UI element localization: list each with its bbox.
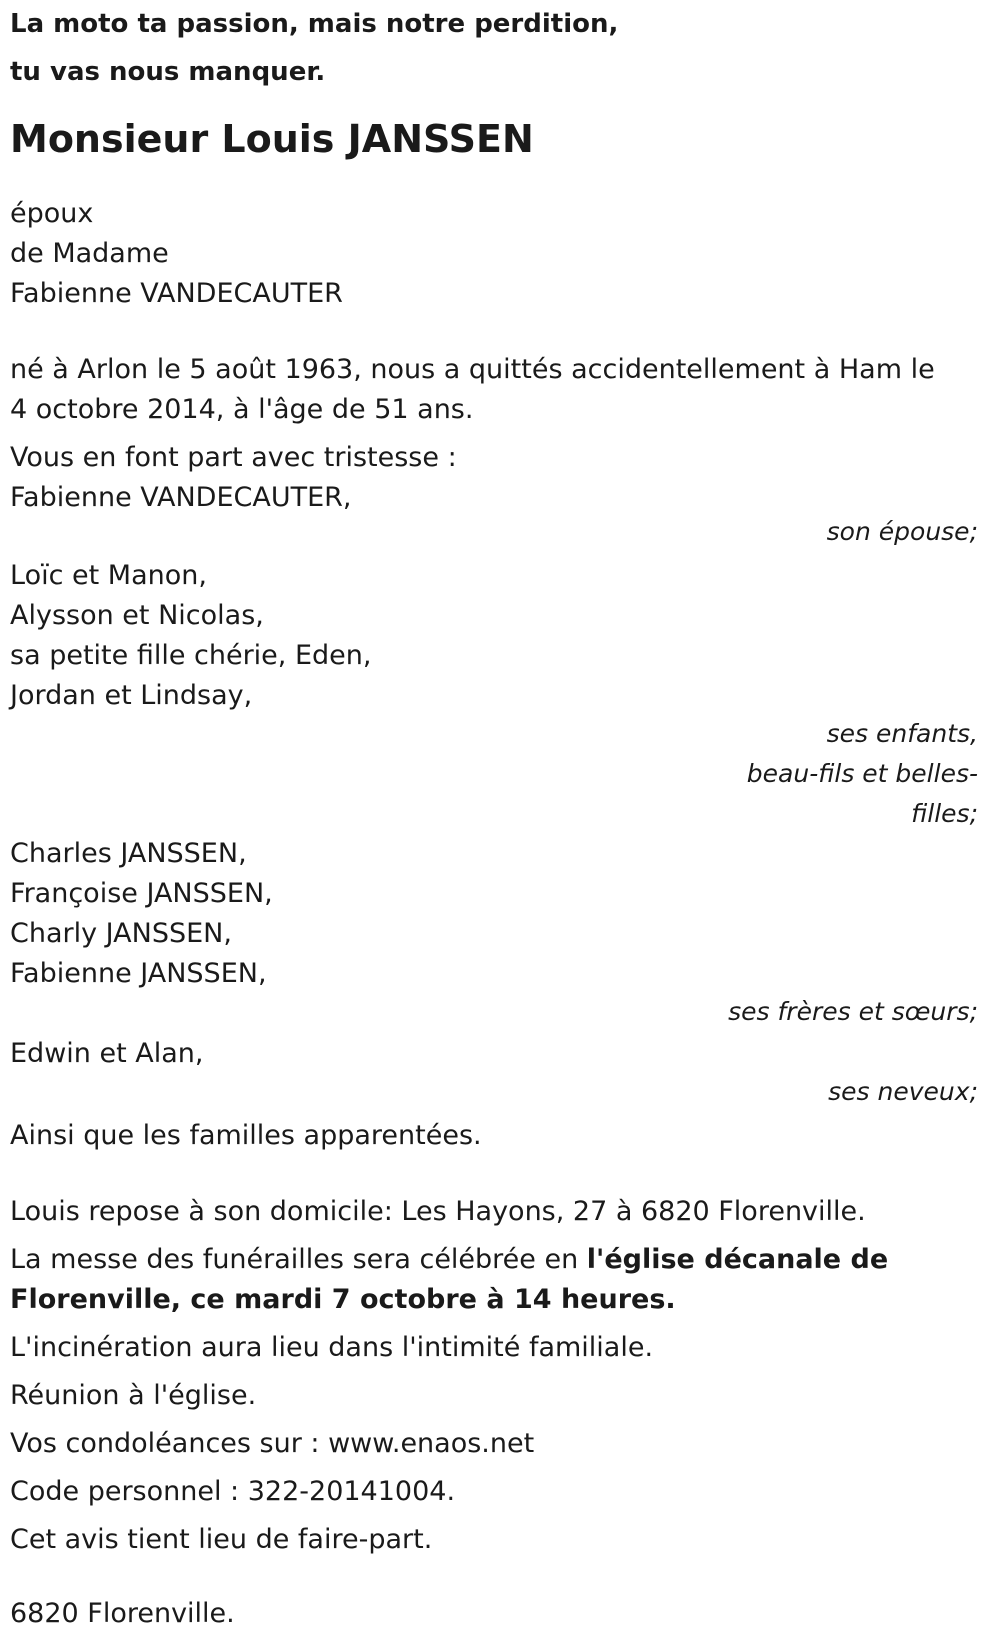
child-name: sa petite fille chérie, Eden, (10, 640, 372, 671)
mass-prefix: La messe des funérailles sera célébrée en (10, 1244, 587, 1275)
place-text: 6820 Florenville. (10, 1598, 235, 1629)
spouse-block (10, 194, 990, 314)
sibling-name: Fabienne JANSSEN, (10, 958, 267, 989)
wife-name: Fabienne VANDECAUTER, (10, 482, 352, 513)
child-name: Loïc et Manon, (10, 560, 207, 591)
intro-line-1: La moto ta passion, mais notre perdition, (10, 9, 619, 39)
group-children (10, 556, 990, 834)
intro-line-2: tu vas nous manquer. (10, 57, 326, 87)
notice-text: Cet avis tient lieu de faire-part. (10, 1524, 433, 1555)
spouse-line-3: Fabienne VANDECAUTER (10, 278, 343, 309)
spouse-line-2: de Madame (10, 238, 169, 269)
child-name: Alysson et Nicolas, (10, 600, 264, 631)
group-nephews (10, 1034, 990, 1112)
sibling-name: Françoise JANSSEN, (10, 878, 273, 909)
children-role-2: beau-fils et belles- (746, 759, 978, 788)
child-name: Jordan et Lindsay, (10, 680, 253, 711)
mass-text (10, 1240, 910, 1320)
meeting-text: Réunion à l'église. (10, 1380, 257, 1411)
intro-quote (10, 0, 990, 96)
group-siblings (10, 834, 990, 1032)
sibling-name: Charly JANSSEN, (10, 918, 232, 949)
details-block (10, 1192, 990, 1634)
nephews-role: ses neveux; (828, 1077, 978, 1106)
rest-text: Louis repose à son domicile: Les Hayons, 27 à 6820 Florenville. (10, 1196, 866, 1227)
spouse-line-1: époux (10, 198, 94, 229)
sibling-name: Charles JANSSEN, (10, 838, 247, 869)
children-role-3: filles; (911, 799, 978, 828)
nephew-name: Edwin et Alan, (10, 1038, 204, 1069)
families-text: Ainsi que les familles apparentées. (10, 1120, 482, 1151)
cremation-text: L'incinération aura lieu dans l'intimité familiale. (10, 1332, 654, 1363)
announce-text: Vous en font part avec tristesse : (10, 442, 457, 473)
personal-code: Code personnel : 322-20141004. (10, 1476, 456, 1507)
condolences-text: Vos condoléances sur : www.enaos.net (10, 1428, 535, 1459)
siblings-role: ses frères et sœurs; (728, 997, 978, 1026)
group-wife (10, 478, 990, 552)
deceased-name: Monsieur Louis JANSSEN (10, 117, 534, 161)
wife-role: son épouse; (826, 517, 978, 546)
mass-highlight: l'église décanale de Florenville, ce mardi 7 octobre à 14 heures. (10, 1244, 889, 1315)
birth-text: né à Arlon le 5 août 1963, nous a quittés accidentellement à Ham le 4 octobre 2014, à l'âge de 51 ans. (10, 354, 935, 425)
children-role-1: ses enfants, (826, 719, 978, 748)
